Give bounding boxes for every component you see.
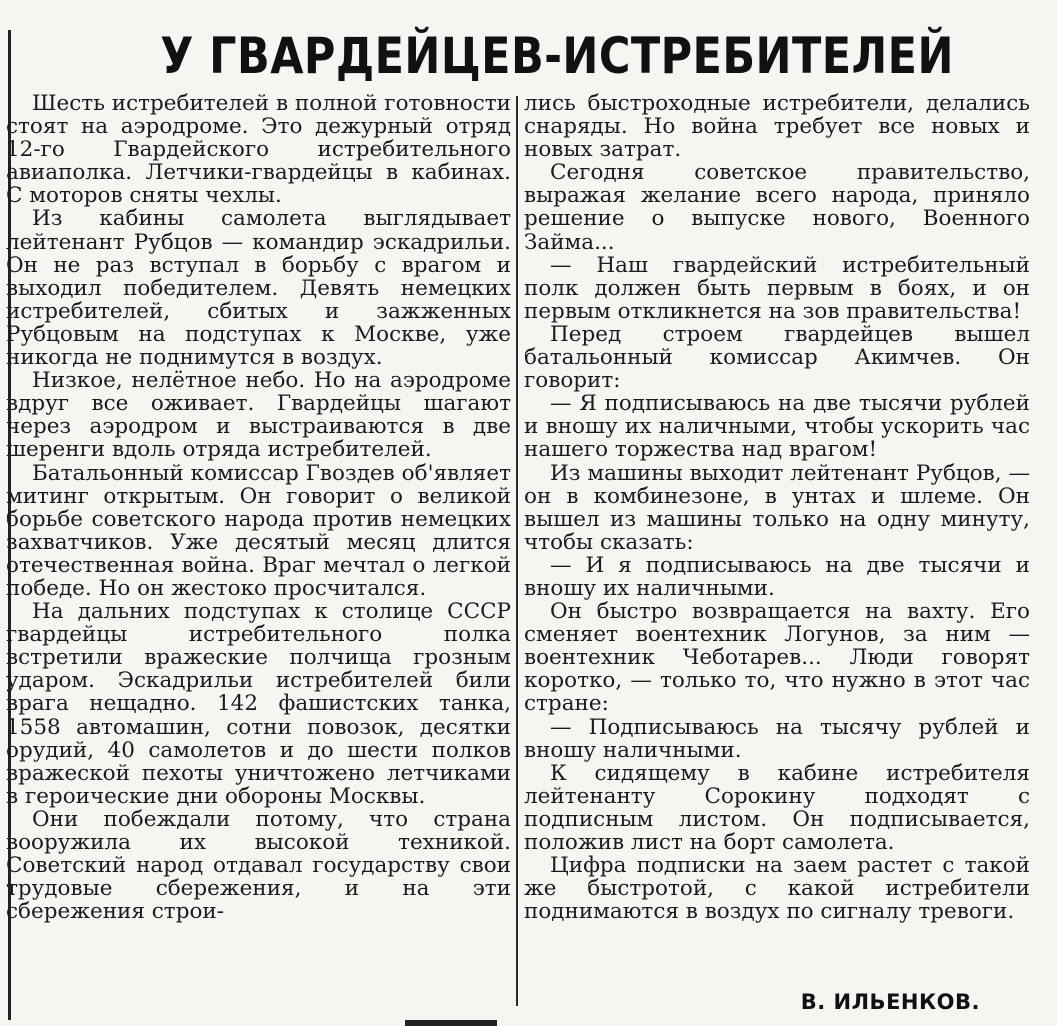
- paragraph: Перед строем гвардейцев вышел батальонный комиссар Акимчев. Он говорит:: [524, 321, 1030, 394]
- column-divider: [516, 96, 518, 1006]
- paragraph: Они побеждали потому, что страна вооружила их высокой техникой. Советский народ отдавал государству свои трудовые сбережения, и на эти сбережения строи-: [6, 806, 511, 925]
- paragraph: К сидящему в кабине истребителя лейтенанту Сорокину подходят с подписным листом. Он подписывается, положив лист на борт самолета.: [524, 760, 1030, 855]
- paragraph: — Подписываюсь на тысячу рублей и вношу наличными.: [524, 714, 1030, 763]
- paragraph: — И я подписываюсь на две тысячи и вношу их наличными.: [524, 552, 1030, 601]
- paragraph: Цифра подписки на заем растет с такой же быстротой, с какой истребители поднимаются в воздух по сигналу тревоги.: [524, 853, 1030, 925]
- article-title: У ГВАРДЕЙЦЕВ-ИСТРЕБИТЕЛЕЙ: [160, 27, 954, 85]
- paragraph: лись быстроходные истребители, делались снаряды. Но война требует все новых и новых затрат.: [524, 91, 1030, 163]
- paragraph: Шесть истребителей в полной готовности стоят на аэродроме. Это дежурный отряд 12-го Гвардейского истребительного авиаполка. Летчики-гвардейцы в кабинах. С моторов сняты чехлы.: [6, 91, 511, 209]
- paragraph: На дальних подступах к столице СССР гвардейцы истребительного полка встретили вражеские полчища грозным ударом. Эскадрильи истребителей били врага нещадно. 142 фашистских танка, 1558 автомашин, сотни повозок, десятки орудий, 40 самолетов и до шести полков вражеской пехоты уничтожено летчиками в героические дни обороны Москвы.: [6, 599, 511, 809]
- paragraph: Низкое, нелётное небо. Но на аэродроме вдруг все оживает. Гвардейцы шагают через аэродром и выстраиваются в две шеренги вдоль отряда истребителей.: [6, 368, 511, 463]
- paragraph: — Я подписываюсь на две тысячи рублей и вношу их наличными, чтобы ускорить час нашего торжества над врагом!: [524, 391, 1030, 463]
- paragraph: Батальонный комиссар Гвоздев об'являет митинг открытым. Он говорит о великой борьбе советского народа против немецких захватчиков. Уже десятый месяц длится отечественная война. Враг мечтал о легкой победе. Но он жестоко просчитался.: [6, 460, 511, 601]
- author-signature: В. ИЛЬЕНКОВ.: [800, 990, 980, 1014]
- paragraph: Из кабины самолета выглядывает лейтенант Рубцов — командир эскадрильи. Он не раз вступал в борьбу с врагом и выходил победителем. Девять немецких истребителей, сбитых и зажженных Рубцовым на подступах к Москве, уже никогда не поднимутся в воздух.: [6, 206, 511, 371]
- bottom-rule: [405, 1020, 497, 1026]
- paragraph: Сегодня советское правительство, выражая желание всего народа, приняло решение о выпуске нового, Военного Займа...: [524, 160, 1030, 255]
- paragraph: Из машины выходит лейтенант Рубцов, — он в комбинезоне, в унтах и шлеме. Он вышел из машины только на одну минуту, чтобы сказать:: [524, 460, 1030, 555]
- paragraph: — Наш гвардейский истребительный полк должен быть первым в боях, и он первым откликнется на зов правительства!: [524, 252, 1030, 324]
- right-text-column: [524, 92, 1030, 923]
- left-text-column: [6, 92, 511, 923]
- paragraph: Он быстро возвращается на вахту. Его сменяет воентехник Логунов, за ним — воентехник Чеботарев... Люди говорят коротко, — только то, что нужно в этот час стране:: [524, 599, 1030, 717]
